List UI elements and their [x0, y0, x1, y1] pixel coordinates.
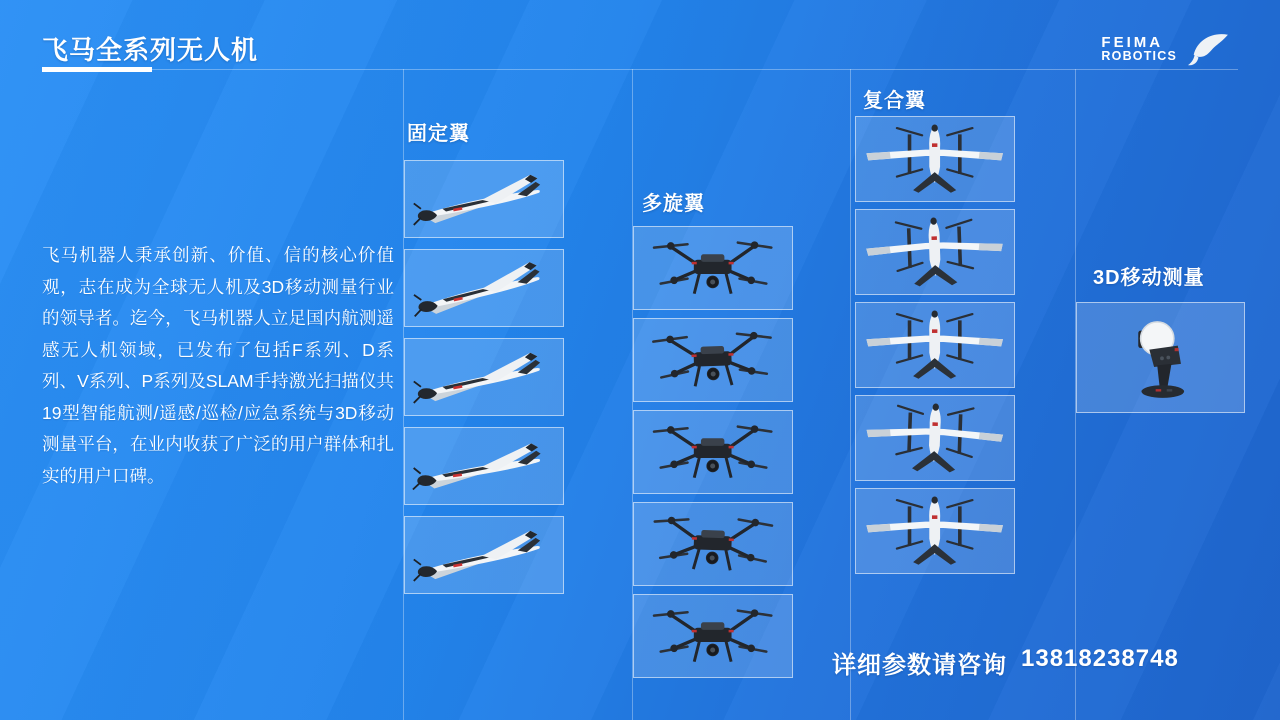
pegasus-wing-icon: [1184, 30, 1230, 68]
product-card: [404, 249, 564, 327]
column-title-3d-mobile-survey: 3D移动测量: [1093, 267, 1205, 289]
column-title-fixed-wing: 固定翼: [407, 123, 470, 145]
card-list-compound-wing: [855, 116, 1075, 581]
fixed-wing-drone-icon: [411, 520, 556, 590]
multirotor-drone-icon: [640, 230, 785, 305]
product-card: [855, 116, 1015, 202]
fixed-wing-drone-icon: [411, 342, 556, 412]
product-card: [404, 427, 564, 505]
logo-word-robotics: ROBOTICS: [1101, 49, 1177, 64]
vtol-drone-icon: [862, 492, 1007, 569]
vtol-drone-icon: [861, 211, 1009, 293]
contact-phone-number: 13818238748: [1021, 645, 1179, 672]
column-title-compound-wing: 复合翼: [863, 90, 926, 112]
column-multi-rotor: [632, 69, 850, 720]
handheld-scanner-icon: [1094, 307, 1228, 407]
product-card: [404, 160, 564, 238]
page-title: 飞马全系列无人机: [42, 35, 259, 65]
fixed-wing-drone-icon: [410, 429, 558, 504]
column-compound-wing: [850, 69, 1075, 720]
vtol-drone-icon: [862, 120, 1007, 197]
product-card: [1076, 302, 1245, 413]
product-card: [855, 302, 1015, 388]
column-title-multi-rotor: 多旋翼: [642, 193, 705, 215]
vtol-drone-icon: [862, 306, 1007, 383]
multirotor-drone-icon: [640, 414, 785, 489]
multirotor-drone-icon: [639, 504, 787, 584]
vtol-drone-icon: [861, 397, 1009, 479]
logo-wordmark: [1101, 35, 1177, 64]
fixed-wing-drone-icon: [410, 251, 558, 326]
company-intro-paragraph: 飞马机器人秉承创新、价值、信的核心价值观，志在成为全球无人机及3D移动测量行业的领导者。迄今，飞马机器人立足国内航测遥感无人机领域，已发布了包括F系列、D系列、V系列、P系列及SLAM手持激光扫描仪共19型智能航测/遥感/巡检/应急系统与3D移动测量平台，在业内收获了广泛的用户群体和扎实的用户口碑。: [42, 245, 394, 486]
contact-label: 详细参数请咨询: [832, 652, 1007, 679]
card-list-3d-mobile-survey: [1076, 302, 1280, 413]
product-card: [633, 318, 793, 402]
card-list-fixed-wing: [404, 160, 632, 605]
feima-robotics-logo: [1101, 30, 1230, 68]
card-list-multi-rotor: [633, 226, 850, 686]
column-3d-mobile-survey: [1075, 69, 1280, 720]
product-card: [855, 488, 1015, 574]
product-card: [633, 226, 793, 310]
product-card: [633, 410, 793, 494]
multirotor-drone-icon: [639, 320, 787, 400]
logo-word-feima: FEIMA: [1101, 33, 1164, 51]
product-card: [404, 516, 564, 594]
column-fixed-wing: [403, 69, 632, 720]
contact-line: [832, 645, 1179, 680]
product-card: [633, 502, 793, 586]
fixed-wing-drone-icon: [411, 164, 556, 234]
multirotor-drone-icon: [640, 598, 785, 673]
product-card: [855, 209, 1015, 295]
product-card: [633, 594, 793, 678]
product-card: [855, 395, 1015, 481]
product-card: [404, 338, 564, 416]
